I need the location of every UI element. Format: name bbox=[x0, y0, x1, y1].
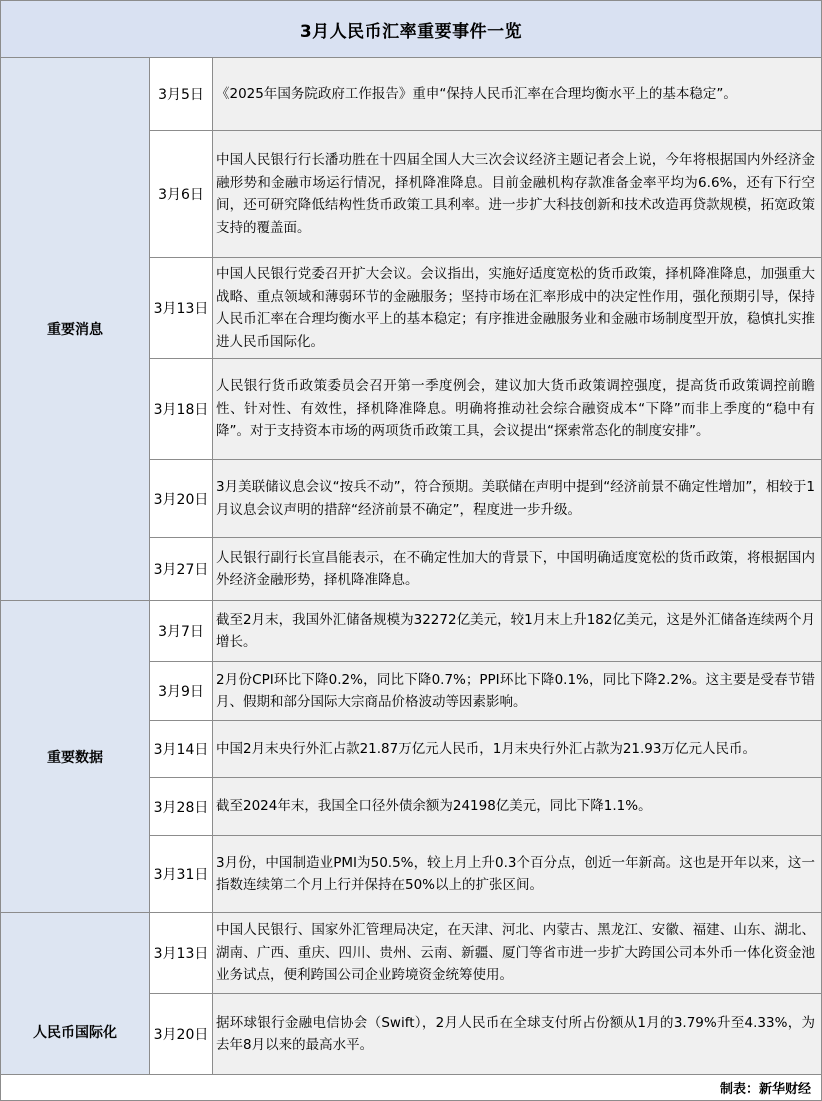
table-row bbox=[150, 778, 821, 836]
row-content: 《2025年国务院政府工作报告》重申“保持人民币汇率在合理均衡水平上的基本稳定”。 bbox=[213, 58, 821, 130]
table-row bbox=[150, 460, 821, 538]
table-row bbox=[150, 258, 821, 359]
row-content: 据环球银行金融电信协会（Swift），2月人民币在全球支付所占份额从1月的3.79%升至4.33%，为去年8月以来的最高水平。 bbox=[213, 994, 821, 1074]
table-row bbox=[150, 994, 821, 1075]
row-date: 3月13日 bbox=[150, 258, 213, 358]
table-row bbox=[150, 836, 821, 913]
row-date: 3月9日 bbox=[150, 662, 213, 720]
row-content: 人民银行货币政策委员会召开第一季度例会，建议加大货币政策调控强度，提高货币政策调控前瞻性、针对性、有效性，择机降准降息。明确将推动社会综合融资成本“下降”而非上季度的“稳中有降”。对于支持资本市场的两项货币政策工具，会议提出“探索常态化的制度安排”。 bbox=[213, 359, 821, 459]
table-row bbox=[150, 58, 821, 131]
source-footer: 制表：新华财经 bbox=[719, 1082, 811, 1097]
row-date: 3月5日 bbox=[150, 58, 213, 130]
table-row bbox=[150, 601, 821, 662]
row-content: 中国2月末央行外汇占款21.87万亿元人民币，1月末央行外汇占款为21.93万亿元人民币。 bbox=[213, 721, 821, 777]
row-content: 3月份，中国制造业PMI为50.5%，较上月上升0.3个百分点，创近一年新高。这也是开年以来，这一指数连续第二个月上行并保持在50%以上的扩张区间。 bbox=[213, 836, 821, 912]
row-date: 3月18日 bbox=[150, 359, 213, 459]
table-row bbox=[150, 131, 821, 258]
row-content: 中国人民银行行长潘功胜在十四届全国人大三次会议经济主题记者会上说，今年将根据国内外经济金融形势和金融市场运行情况，择机降准降息。目前金融机构存款准备金率平均为6.6%，还有下行空间，还可研究降低结构性货币政策工具利率。进一步扩大科技创新和技术改造再贷款规模，拓宽政策支持的覆盖面。 bbox=[213, 131, 821, 257]
row-content: 截至2024年末，我国全口径外债余额为24198亿美元，同比下降1.1%。 bbox=[213, 778, 821, 835]
row-date: 3月28日 bbox=[150, 778, 213, 835]
row-date: 3月14日 bbox=[150, 721, 213, 777]
row-date: 3月27日 bbox=[150, 538, 213, 600]
category-important-news: 重要消息 bbox=[1, 58, 150, 601]
row-content: 中国人民银行、国家外汇管理局决定，在天津、河北、内蒙古、黑龙江、安徽、福建、山东、湖北、湖南、广西、重庆、四川、贵州、云南、新疆、厦门等省市进一步扩大跨国公司本外币一体化资金池业务试点，便利跨国公司企业跨境资金统筹使用。 bbox=[213, 913, 821, 993]
row-content: 3月美联储议息会议“按兵不动”，符合预期。美联储在声明中提到“经济前景不确定性增加”，相较于1月议息会议声明的措辞“经济前景不确定”，程度进一步升级。 bbox=[213, 460, 821, 537]
row-date: 3月31日 bbox=[150, 836, 213, 912]
row-content: 人民银行副行长宣昌能表示，在不确定性加大的背景下，中国明确适度宽松的货币政策，将根据国内外经济金融形势，择机降准降息。 bbox=[213, 538, 821, 600]
row-date: 3月13日 bbox=[150, 913, 213, 993]
table-row bbox=[150, 721, 821, 778]
row-content: 2月份CPI环比下降0.2%，同比下降0.7%；PPI环比下降0.1%，同比下降2.2%。这主要是受春节错月、假期和部分国际大宗商品价格波动等因素影响。 bbox=[213, 662, 821, 720]
row-date: 3月20日 bbox=[150, 994, 213, 1074]
table-title: 3月人民币汇率重要事件一览 bbox=[1, 1, 821, 58]
table-row bbox=[150, 662, 821, 721]
row-content: 中国人民银行党委召开扩大会议。会议指出，实施好适度宽松的货币政策，择机降准降息，加强重大战略、重点领域和薄弱环节的金融服务；坚持市场在汇率形成中的决定性作用，强化预期引导，保持人民币汇率在合理均衡水平上的基本稳定；有序推进金融服务业和金融市场制度型开放，稳慎扎实推进人民币国际化。 bbox=[213, 258, 821, 358]
table-row bbox=[150, 538, 821, 601]
row-date: 3月7日 bbox=[150, 601, 213, 661]
table-row bbox=[150, 913, 821, 994]
category-important-data: 重要数据 bbox=[1, 601, 150, 913]
row-date: 3月20日 bbox=[150, 460, 213, 537]
row-date: 3月6日 bbox=[150, 131, 213, 257]
row-content: 截至2月末，我国外汇储备规模为32272亿美元，较1月末上升182亿美元，这是外汇储备连续两个月增长。 bbox=[213, 601, 821, 661]
category-rmb-internationalization: 人民币国际化 bbox=[1, 913, 150, 1075]
table-row bbox=[150, 359, 821, 460]
